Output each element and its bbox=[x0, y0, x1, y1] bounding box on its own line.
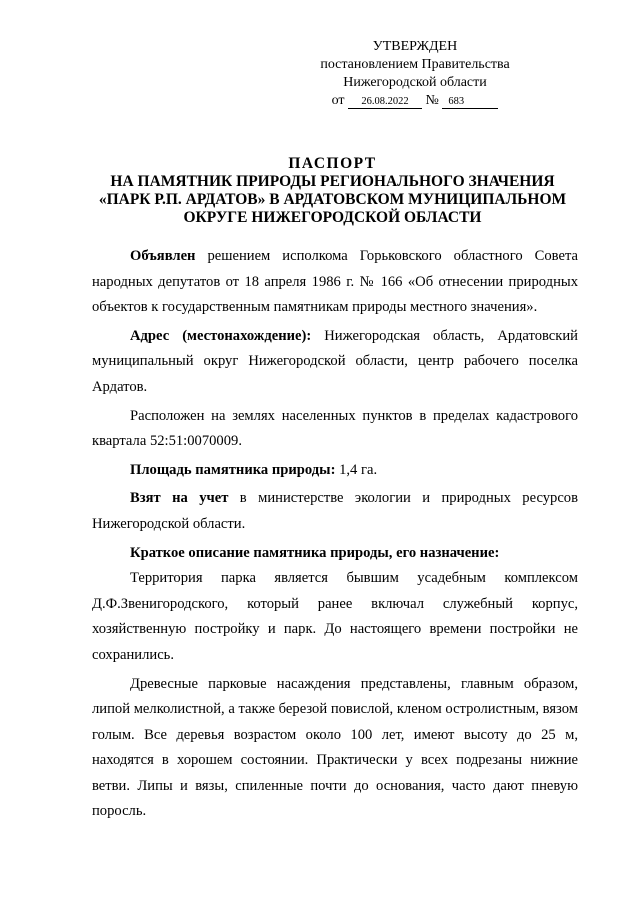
declared-label: Объявлен bbox=[130, 248, 196, 264]
title-line-3: «ПАРК Р.П. АРДАТОВ» В АРДАТОВСКОМ МУНИЦИПАЛЬНОМ bbox=[98, 191, 567, 208]
approval-date-line bbox=[300, 92, 530, 110]
address-text: Нижегородская область, Ардатовский муниципальный округ Нижегородской области, центр рабочего поселка Ардатов. bbox=[92, 327, 578, 395]
title-line-4: ОКРУГЕ НИЖЕГОРОДСКОЙ ОБЛАСТИ bbox=[183, 209, 482, 226]
approval-number: 683 bbox=[442, 95, 498, 109]
address-label: Адрес (местонахождение): bbox=[130, 327, 312, 344]
paragraph-registered bbox=[92, 486, 578, 537]
approval-date: 26.08.2022 bbox=[348, 95, 422, 109]
description-heading: Краткое описание памятника природы, его назначение: bbox=[130, 544, 500, 561]
document-body bbox=[92, 244, 578, 825]
paragraph-location: Расположен на землях населенных пунктов в пределах кадастрового квартала 52:51:0070009. bbox=[92, 407, 578, 450]
area-label: Площадь памятника природы: bbox=[130, 461, 336, 478]
approval-resolution: постановлением Правительства bbox=[320, 57, 510, 72]
paragraph-declared bbox=[92, 244, 578, 321]
area-value: 1,4 га. bbox=[335, 461, 378, 478]
approval-region: Нижегородской области bbox=[343, 75, 487, 90]
paragraph-address bbox=[92, 324, 578, 401]
title-line-2: НА ПАМЯТНИК ПРИРОДЫ РЕГИОНАЛЬНОГО ЗНАЧЕНИЯ bbox=[110, 173, 555, 190]
approval-number-label: № bbox=[425, 93, 439, 108]
title-line-passport: ПАСПОРТ bbox=[288, 155, 377, 172]
registered-text: в министерстве экологии и природных ресурсов Нижегородской области. bbox=[92, 490, 578, 532]
paragraph-description-heading bbox=[92, 541, 578, 567]
approval-from-label: от bbox=[331, 93, 345, 108]
paragraph-trees: Древесные парковые насаждения представлены, главным образом, липой мелколистной, а также березой повислой, кленом остролистным, вязом голым. Все деревья возрастом около 100 лет, имеют высоту до 25 м, находятся в хорошем состоянии. Практически у всех подрезаны нижние ветви. Липы и вязы, спиленные почти до основания, часто дают пневую поросль. bbox=[92, 675, 578, 820]
approval-heading: УТВЕРЖДЕН bbox=[372, 39, 458, 54]
paragraph-area bbox=[92, 458, 578, 484]
declared-text: решением исполкома Горьковского областного Совета народных депутатов от 18 апреля 1986 г. № 166 «Об отнесении природных объектов к государственным памятникам природы местного значения». bbox=[92, 248, 578, 316]
paragraph-territory: Территория парка является бывшим усадебным комплексом Д.Ф.Звенигородского, который ранее включал служебный корпус, хозяйственную постройку и парк. До настоящего времени постройки не сохранились. bbox=[92, 570, 578, 663]
document-title bbox=[60, 155, 605, 227]
approval-block bbox=[300, 38, 530, 110]
registered-label: Взят на учет bbox=[130, 490, 229, 507]
